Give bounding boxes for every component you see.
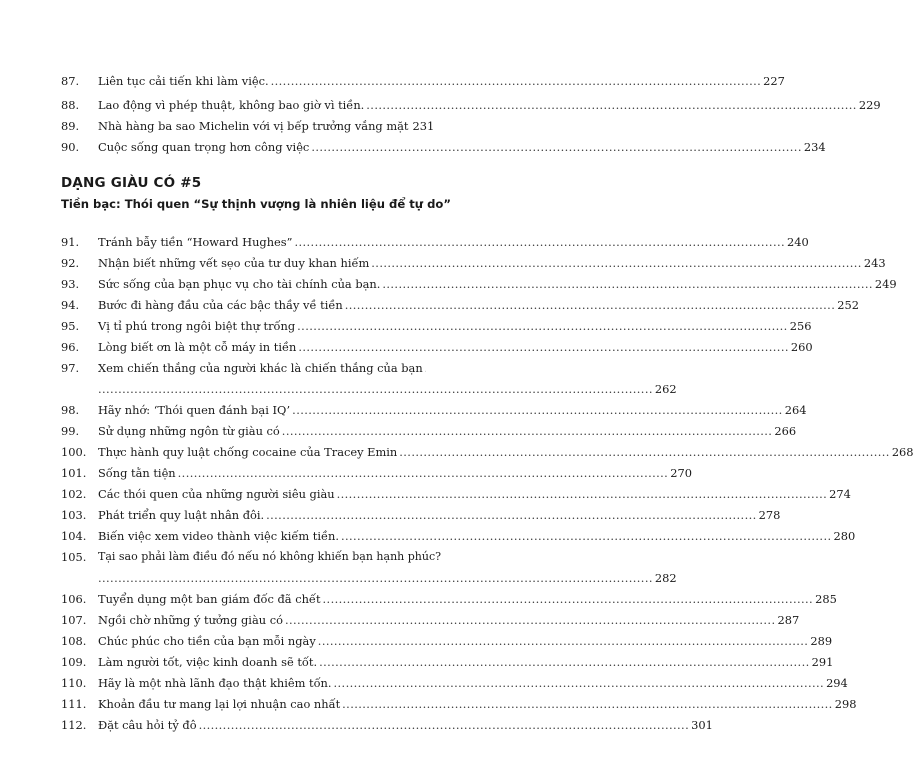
toc-entry <box>61 691 857 711</box>
entry-page: 262 <box>654 382 677 396</box>
entry-page: 278 <box>758 508 781 522</box>
entry-title: Nhận biết những vết sẹo của tư duy khan hiếm <box>98 256 370 270</box>
entry-title: Lao động vì phép thuật, không bao giờ vì tiền. <box>98 98 365 112</box>
entry-title: Cuộc sống quan trọng hơn công việc <box>98 140 310 154</box>
entry-page: 243 <box>863 256 886 270</box>
leader-dots: .......................................................................................................................... <box>281 424 773 438</box>
toc-entry <box>61 523 856 543</box>
toc-entry-continuation <box>61 565 677 585</box>
entry-number: 87. <box>61 74 80 88</box>
leader-dots: .......................................................................................................................................... <box>98 382 653 396</box>
section-heading: DẠNG GIÀU CÓ #5 <box>61 175 202 191</box>
toc-entry <box>61 460 692 480</box>
leader-dots: .......................................................................................................................... <box>342 697 833 711</box>
entry-page: 270 <box>670 466 692 480</box>
entry-title: Xem chiến thắng của người khác là chiến thắng của bạn <box>98 361 423 375</box>
entry-page: 282 <box>654 571 677 585</box>
toc-entry <box>61 649 834 669</box>
toc-entry <box>61 607 800 627</box>
entry-number: 111. <box>61 697 87 711</box>
leader-dots: .......................................................................................................................... <box>399 445 890 459</box>
leader-dots: .......................................................................................................................... <box>292 403 783 417</box>
entry-number: 103. <box>61 508 87 522</box>
entry-number: 108. <box>61 634 87 648</box>
entry-page: 287 <box>777 613 800 627</box>
entry-title: Tránh bẫy tiền “Howard Hughes” <box>98 235 293 249</box>
entry-page: 298 <box>834 697 857 711</box>
toc-entry <box>61 92 881 112</box>
entry-page: 264 <box>784 403 807 417</box>
toc-entry <box>61 229 809 249</box>
toc-entry <box>61 334 813 354</box>
entry-number: 104. <box>61 529 87 543</box>
entry-number: 93. <box>61 277 80 291</box>
entry-page: 240 <box>787 235 809 249</box>
leader-dots: .......................................................................................................................... <box>198 718 690 732</box>
toc-entry <box>61 439 914 459</box>
leader-dots: .......................................................................................................................... <box>333 676 825 690</box>
leader-dots: .......................................................................................................................... <box>371 256 862 270</box>
toc-entry <box>61 502 781 522</box>
entry-title: Biến việc xem video thành việc kiếm tiền. <box>98 529 339 543</box>
toc-entry <box>61 712 713 732</box>
leader-dots: .......................................................................................................................... <box>266 508 757 522</box>
toc-entry <box>61 481 851 501</box>
entry-title: Sử dụng những ngôn từ giàu có <box>98 424 280 438</box>
entry-title: Bước đi hàng đầu của các bậc thầy về tiền <box>98 298 343 312</box>
entry-page: 266 <box>774 424 797 438</box>
toc-entry <box>61 68 785 88</box>
entry-title: Các thói quen của những người siêu giàu <box>98 487 335 501</box>
leader-dots: .......................................................................................................................... <box>336 487 828 501</box>
entry-number: 102. <box>61 487 87 501</box>
leader-dots: .......................................................................................................................... <box>298 340 789 354</box>
entry-title: Nhà hàng ba sao Michelin với vị bếp trưởng vắng mặt <box>98 119 409 133</box>
toc-entry <box>61 292 859 312</box>
toc-entry <box>61 397 807 417</box>
entry-number: 91. <box>61 235 80 249</box>
section-subtitle: Tiền bạc: Thói quen “Sự thịnh vượng là nhiên liệu để tự do” <box>61 197 451 211</box>
toc-entry <box>61 134 826 154</box>
toc-entry <box>61 628 833 648</box>
toc-entry <box>61 271 897 291</box>
leader-dots: .......................................................................................................................... <box>340 529 832 543</box>
entry-title: Chúc phúc cho tiền của bạn mỗi ngày <box>98 634 316 648</box>
leader-dots: .......................................................................................................................... <box>294 235 786 249</box>
toc-entry <box>61 670 848 690</box>
entry-page: 294 <box>826 676 848 690</box>
leader-dots: .......................................................................................................................... <box>366 98 857 112</box>
leader-dots: .......................................................................................................................... <box>297 319 788 333</box>
toc-entry <box>61 313 812 333</box>
entry-number: 101. <box>61 466 87 480</box>
entry-title: Hãy là một nhà lãnh đạo thật khiêm tốn. <box>98 676 332 690</box>
entry-title: Tuyển dụng một ban giám đốc đã chết <box>98 592 321 606</box>
entry-number: 105. <box>61 550 87 564</box>
entry-page: 249 <box>874 277 897 291</box>
toc-entry <box>61 418 797 438</box>
leader-dots: .......................................................................................................................... <box>319 655 810 669</box>
toc-entry <box>61 113 435 133</box>
entry-number: 92. <box>61 256 80 270</box>
entry-title: Làm người tốt, việc kinh doanh sẽ tốt. <box>98 655 318 669</box>
entry-number: 100. <box>61 445 87 459</box>
leader-dots: .......................................................................................................................... <box>344 298 836 312</box>
toc-entry <box>61 544 442 564</box>
entry-title: Ngồi chờ những ý tưởng giàu có <box>98 613 283 627</box>
entry-page: 289 <box>810 634 833 648</box>
entry-number: 88. <box>61 98 80 112</box>
entry-page: 285 <box>815 592 837 606</box>
entry-title: Liên tục cải tiến khi làm việc. <box>98 74 269 88</box>
entry-page: 252 <box>837 298 859 312</box>
entry-number: 109. <box>61 655 87 669</box>
entry-number: 94. <box>61 298 80 312</box>
entry-page: 274 <box>829 487 851 501</box>
entry-title: Hãy nhớ: ‘Thói quen đánh bại IQ’ <box>98 403 291 417</box>
entry-number: 107. <box>61 613 87 627</box>
entry-number: 97. <box>61 361 80 375</box>
leader-dots: .......................................................................................................................... <box>317 634 809 648</box>
entry-title: Vị tỉ phú trong ngôi biệt thự trống <box>98 319 296 333</box>
leader-dots: .......................................................................................................................... <box>284 613 776 627</box>
entry-number: 95. <box>61 319 80 333</box>
entry-page: 268 <box>891 445 914 459</box>
entry-title: Khoản đầu tư mang lại lợi nhuận cao nhất <box>98 697 341 711</box>
entry-page: 280 <box>833 529 856 543</box>
leader-dots <box>425 361 426 375</box>
entry-page: 229 <box>858 98 881 112</box>
entry-number: 96. <box>61 340 80 354</box>
entry-title: Phát triển quy luật nhân đôi. <box>98 508 265 522</box>
toc-entry <box>61 250 886 270</box>
leader-dots: .......................................................................................................................... <box>322 592 814 606</box>
leader-dots: .......................................................................................................................... <box>270 74 762 88</box>
toc-entry <box>61 586 837 606</box>
entry-page: 234 <box>803 140 826 154</box>
toc-entry-continuation <box>61 376 677 396</box>
entry-number: 98. <box>61 403 80 417</box>
leader-dots: .......................................................................................................................................... <box>98 571 653 585</box>
entry-page: 301 <box>691 718 713 732</box>
entry-title: Sống tằn tiện <box>98 466 176 480</box>
entry-page: 291 <box>811 655 834 669</box>
entry-number: 99. <box>61 424 80 438</box>
entry-title: Tại sao phải làm điều đó nếu nó không khiến bạn hạnh phúc? <box>98 550 442 563</box>
entry-page: 260 <box>790 340 813 354</box>
entry-number: 106. <box>61 592 87 606</box>
entry-title: Thực hành quy luật chống cocaine của Tracey Emin <box>98 445 398 459</box>
entry-title: Đặt câu hỏi tỷ đô <box>98 718 197 732</box>
entry-number: 89. <box>61 119 80 133</box>
entry-page: 231 <box>412 119 435 133</box>
toc-entry <box>61 355 428 375</box>
leader-dots: .......................................................................................................................... <box>311 140 802 154</box>
leader-dots: .......................................................................................................................... <box>177 466 669 480</box>
leader-dots: .......................................................................................................................... <box>382 277 873 291</box>
entry-page: 256 <box>789 319 812 333</box>
entry-title: Lòng biết ơn là một cỗ máy in tiền <box>98 340 297 354</box>
entry-page: 227 <box>763 74 785 88</box>
entry-number: 110. <box>61 676 87 690</box>
entry-number: 90. <box>61 140 80 154</box>
entry-number: 112. <box>61 718 87 732</box>
entry-title: Sức sống của bạn phục vụ cho tài chính của bạn. <box>98 277 381 291</box>
